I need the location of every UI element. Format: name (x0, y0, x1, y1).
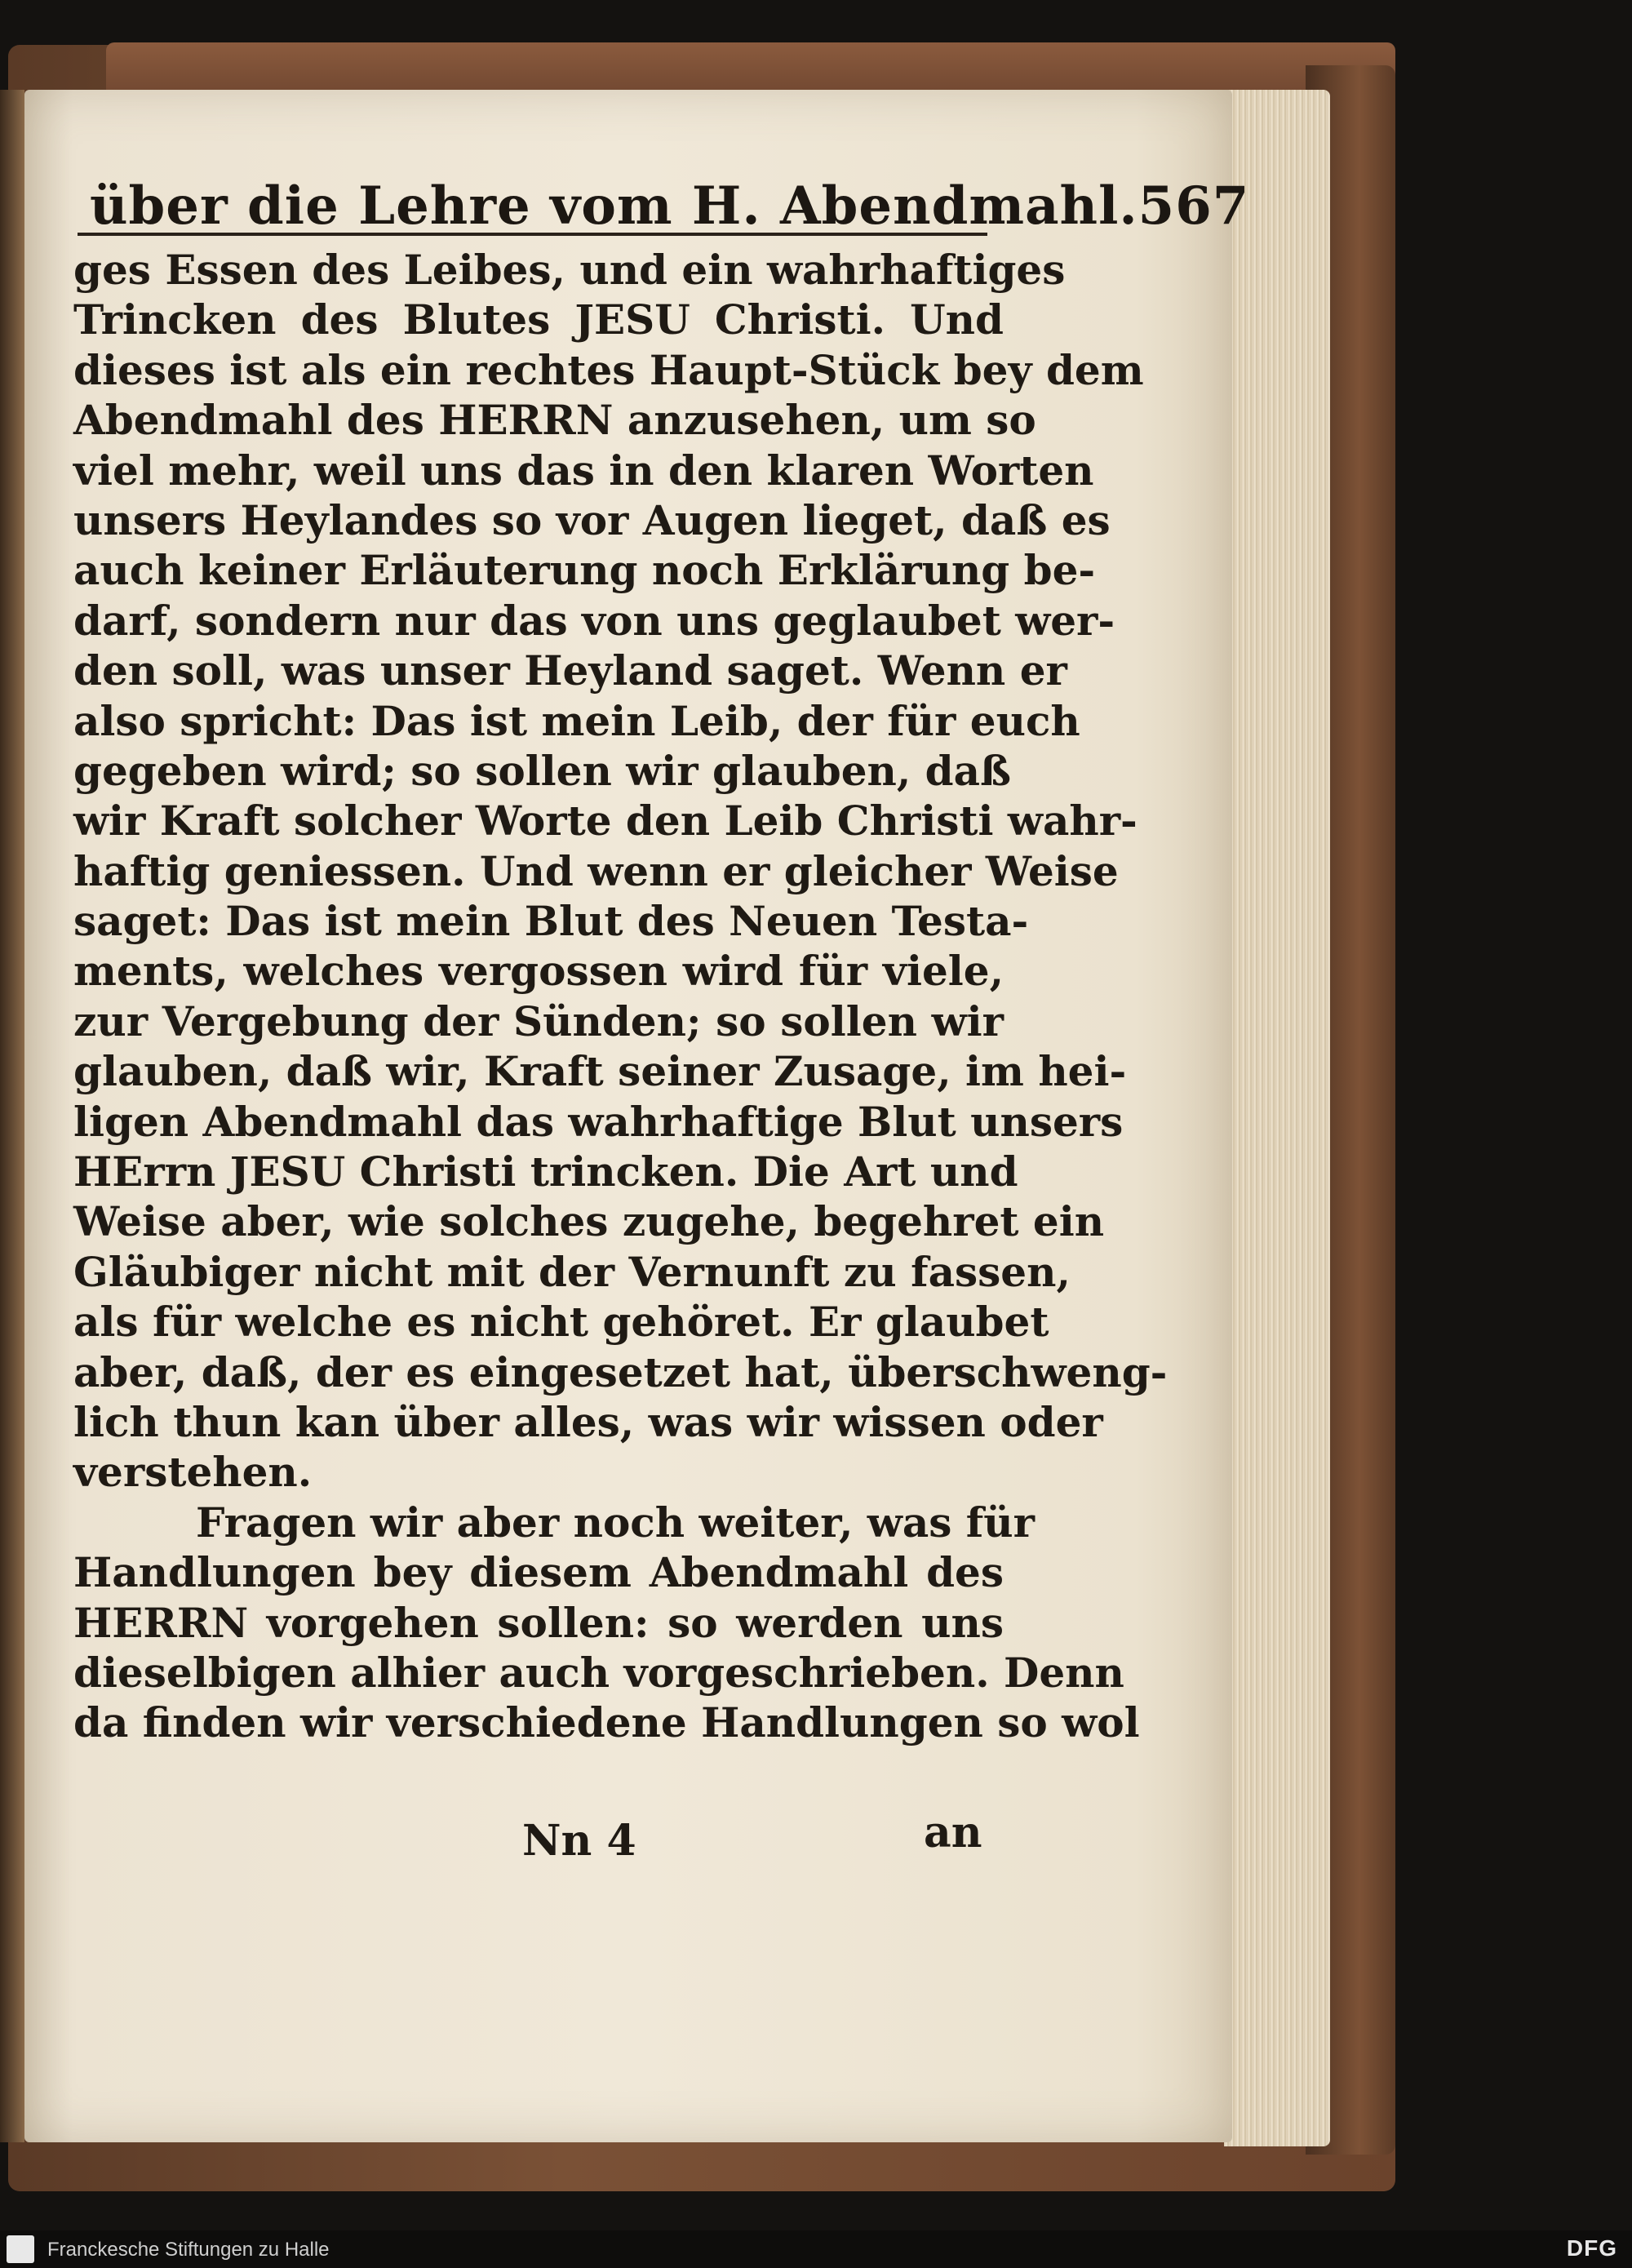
running-head (90, 147, 1250, 237)
body-text (73, 245, 1168, 1748)
text-line: also spricht: Das ist mein Leib, der für euch (73, 696, 1080, 745)
page-number: 567 (1138, 175, 1250, 237)
catchword: an (924, 1808, 982, 1857)
text-line: lich thun kan über alles, was wir wissen oder (73, 1397, 1103, 1446)
signature-mark: Nn 4 (522, 1816, 636, 1866)
text-line: Weise aber, wie solches zugehe, begehret ein (73, 1197, 1105, 1246)
text-line: gegeben wird; so sollen wir glauben, daß (73, 746, 1012, 795)
text-line: HErrn JESU Christi trincken. Die Art und (73, 1147, 1018, 1196)
text-line: ges Essen des Leibes, und ein wahrhaftiges (73, 246, 1066, 294)
text-line: glauben, daß wir, Kraft seiner Zusage, im hei- (73, 1047, 1127, 1096)
text-line: Trincken des Blutes JESU Christi. Und (73, 295, 1004, 344)
text-line: Fragen wir aber noch weiter, was für (196, 1498, 1035, 1547)
text-line: ments, welches vergossen wird für viele, (73, 947, 1004, 996)
text-line: unsers Heylandes so vor Augen lieget, daß es (73, 495, 1111, 544)
text-line: als für welche es nicht gehöret. Er glaubet (73, 1298, 1049, 1347)
text-line: ligen Abendmahl das wahrhaftige Blut unsers (73, 1097, 1124, 1146)
institution-logo-icon (7, 2235, 34, 2263)
dfg-logo: DFG (1566, 2235, 1617, 2261)
text-line: dieses ist als ein rechtes Haupt-Stück bey dem (73, 345, 1144, 394)
text-line: viel mehr, weil uns das in den klaren Worten (73, 446, 1094, 495)
head-rule (78, 233, 987, 236)
text-line: dieselbigen alhier auch vorgeschrieben. Denn (73, 1648, 1124, 1697)
text-line: da finden wir verschiedene Handlungen so wol (73, 1698, 1140, 1747)
text-line: den soll, was unser Heyland saget. Wenn er (73, 646, 1067, 695)
text-line: haftig geniessen. Und wenn er gleicher Weise (73, 846, 1119, 895)
page-edges (1224, 90, 1330, 2146)
text-line: aber, daß, der es eingesetzet hat, überschweng- (73, 1347, 1168, 1396)
text-line: darf, sondern nur das von uns geglaubet wer- (73, 596, 1115, 645)
running-head-title: über die Lehre vom H. Abendmahl. (90, 175, 1138, 237)
text-line: wir Kraft solcher Worte den Leib Christi wahr- (73, 797, 1138, 846)
text-line: auch keiner Erläuterung noch Erklärung be- (73, 546, 1096, 595)
footer-institution: Franckesche Stiftungen zu Halle (47, 2239, 330, 2261)
footer-bar (0, 2230, 1632, 2268)
text-line: Handlungen bey diesem Abendmahl des (73, 1548, 1004, 1597)
text-line: HERRN vorgehen sollen: so werden uns (73, 1598, 1004, 1647)
binding-gutter (0, 90, 24, 2142)
text-line: Abendmahl des HERRN anzusehen, um so (73, 396, 1036, 445)
text-line: Gläubiger nicht mit der Vernunft zu fassen, (73, 1247, 1071, 1296)
text-line: saget: Das ist mein Blut des Neuen Testa- (73, 897, 1029, 946)
text-line: zur Vergebung der Sünden; so sollen wir (73, 996, 1004, 1045)
text-line: verstehen. (73, 1448, 313, 1497)
